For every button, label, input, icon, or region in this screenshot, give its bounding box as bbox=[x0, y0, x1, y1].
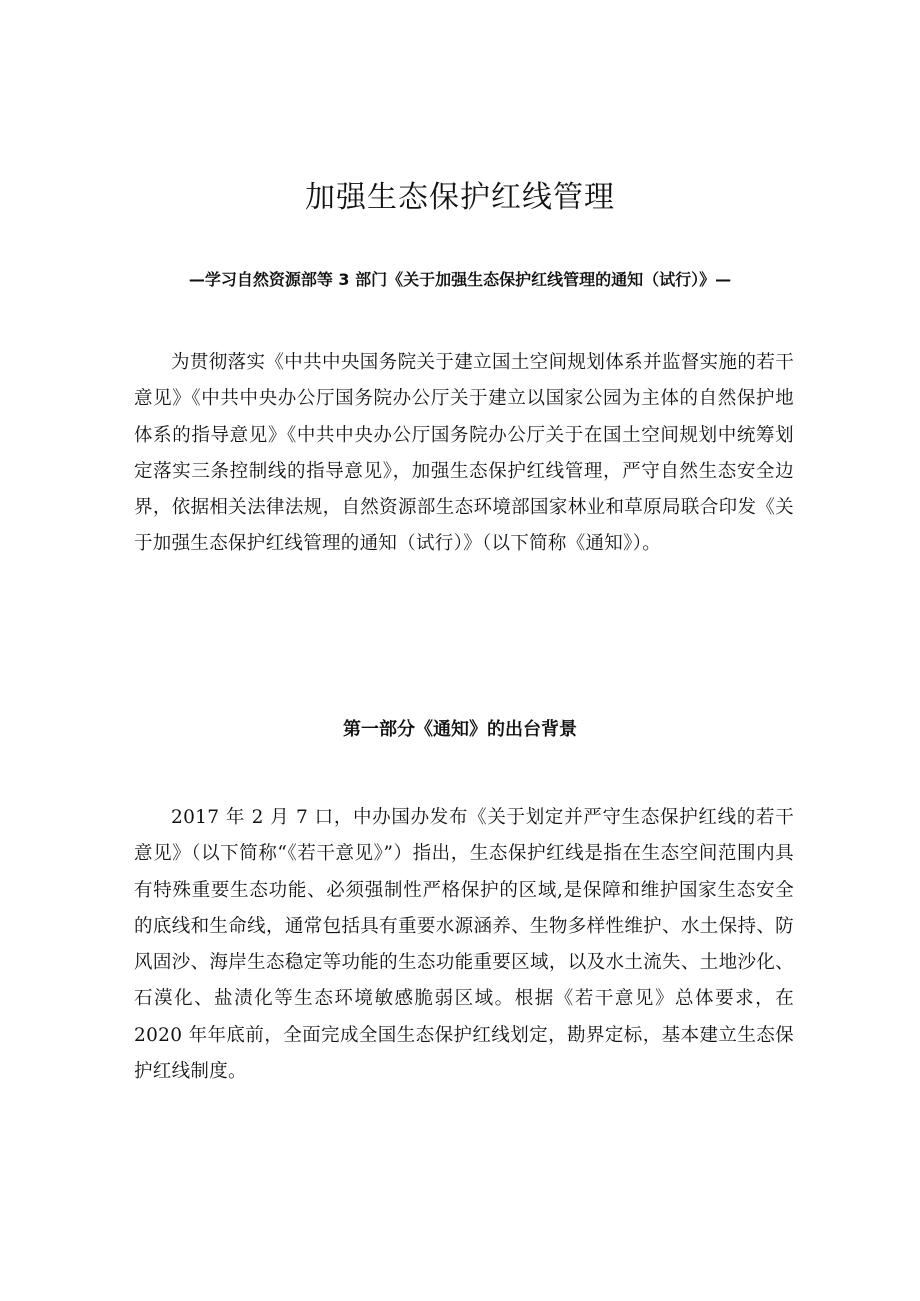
intro-paragraph: 为贯彻落实《中共中央国务院关于建立国土空间规划体系并监督实施的若干意见》《中共中央办公厅国务院办公厅关于建立以国家公园为主体的自然保护地体系的指导意见》《中共中央办公厅国务院办公厅关于在国土空间规划中统筹划定落实三条控制线的指导意见》，加强生态保护红线管理，严守自然生态安全边界，依据相关法律法规，自然资源部生态环境部国家林业和草原局联合印发《关于加强生态保护红线管理的通知（试行）》（以下简称《通知》）。 bbox=[134, 352, 794, 555]
section-paragraph: 2017 年 2 月 7 口，中办国办发布《关于划定并严守生态保护红线的若干意见》（以下简称“《若干意见》”）指出，生态保护红线是指在生态空间范围内具有特殊重要生态功能、必须强制性严格保护的区域,是保障和维护国家生态安全的底线和生命线，通常包括具有重要水源涵养、生物多样性维护、水土保持、防风固沙、海岸生态稳定等功能的生态功能重要区域，以及水土流失、土地沙化、石漠化、盐渍化等生态环境敏感脆弱区域。根据《若干意见》总体要求，在 2020 年年底前，全面完成全国生态保护红线划定，勘界定标，基本建立生态保护红线制度。 bbox=[134, 807, 794, 1083]
document-subtitle: —学习自然资源部等 3 部门《关于加强生态保护红线管理的通知（试行）》— bbox=[188, 270, 732, 289]
section-heading: 第一部分《通知》的出台背景 bbox=[343, 719, 577, 740]
document-title: 加强生态保护红线管理 bbox=[305, 180, 615, 215]
